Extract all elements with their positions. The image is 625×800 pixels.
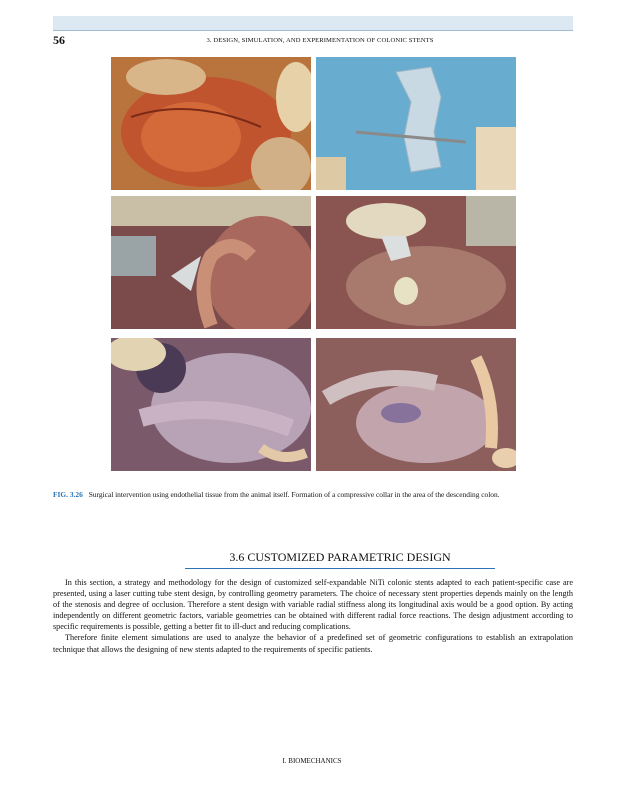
header-band [53,16,573,31]
section-title-rule [185,568,495,569]
running-title: 3. DESIGN, SIMULATION, AND EXPERIMENTATION OF COLONIC STENTS [206,37,434,44]
body-paragraph: Therefore finite element simulations are used to analyze the behavior of a predefined set of geometric configurations to establish an extrapolation technique that allows the designing of new stents adapted to the requirements of specific patients. [53,633,573,654]
figure-label: FIG. 3.26 [53,490,83,499]
figure-photo-5 [111,338,311,471]
page-footer: I. BIOMECHANICS [282,757,342,765]
figure-photo-6 [316,338,516,471]
body-paragraph: In this section, a strategy and methodology for the design of customized self-expandable NiTi colonic stents adapted to each patient-specific case are presented, using a laser cutting tube stent design, by controlling geometry parameters. The choice of necessary stent properties depends mainly on the length of the stenosis and degree of occlusion. Therefore a stent design with variable radial stiffness along its longitudinal axis would be a good option. By acting independently on different geometric factors, variable geometries can be obtained with different radial force reactions. The design adjustment according to specific requirements is possible, getting a better fit to ill-duct and reducing complications. [53,578,573,632]
figure-photo-4 [316,196,516,329]
figure-photo-2 [316,57,516,190]
figure-caption [53,490,573,500]
section-body [53,577,573,655]
figure-photo-1 [111,57,311,190]
section-title: 3.6 CUSTOMIZED PARAMETRIC DESIGN [229,550,451,564]
figure-photo-3 [111,196,311,329]
figure-caption-text: Surgical intervention using endothelial tissue from the animal itself. Formation of a compressive collar in the area of the descending colon. [88,490,500,499]
page-number: 56 [53,33,65,47]
